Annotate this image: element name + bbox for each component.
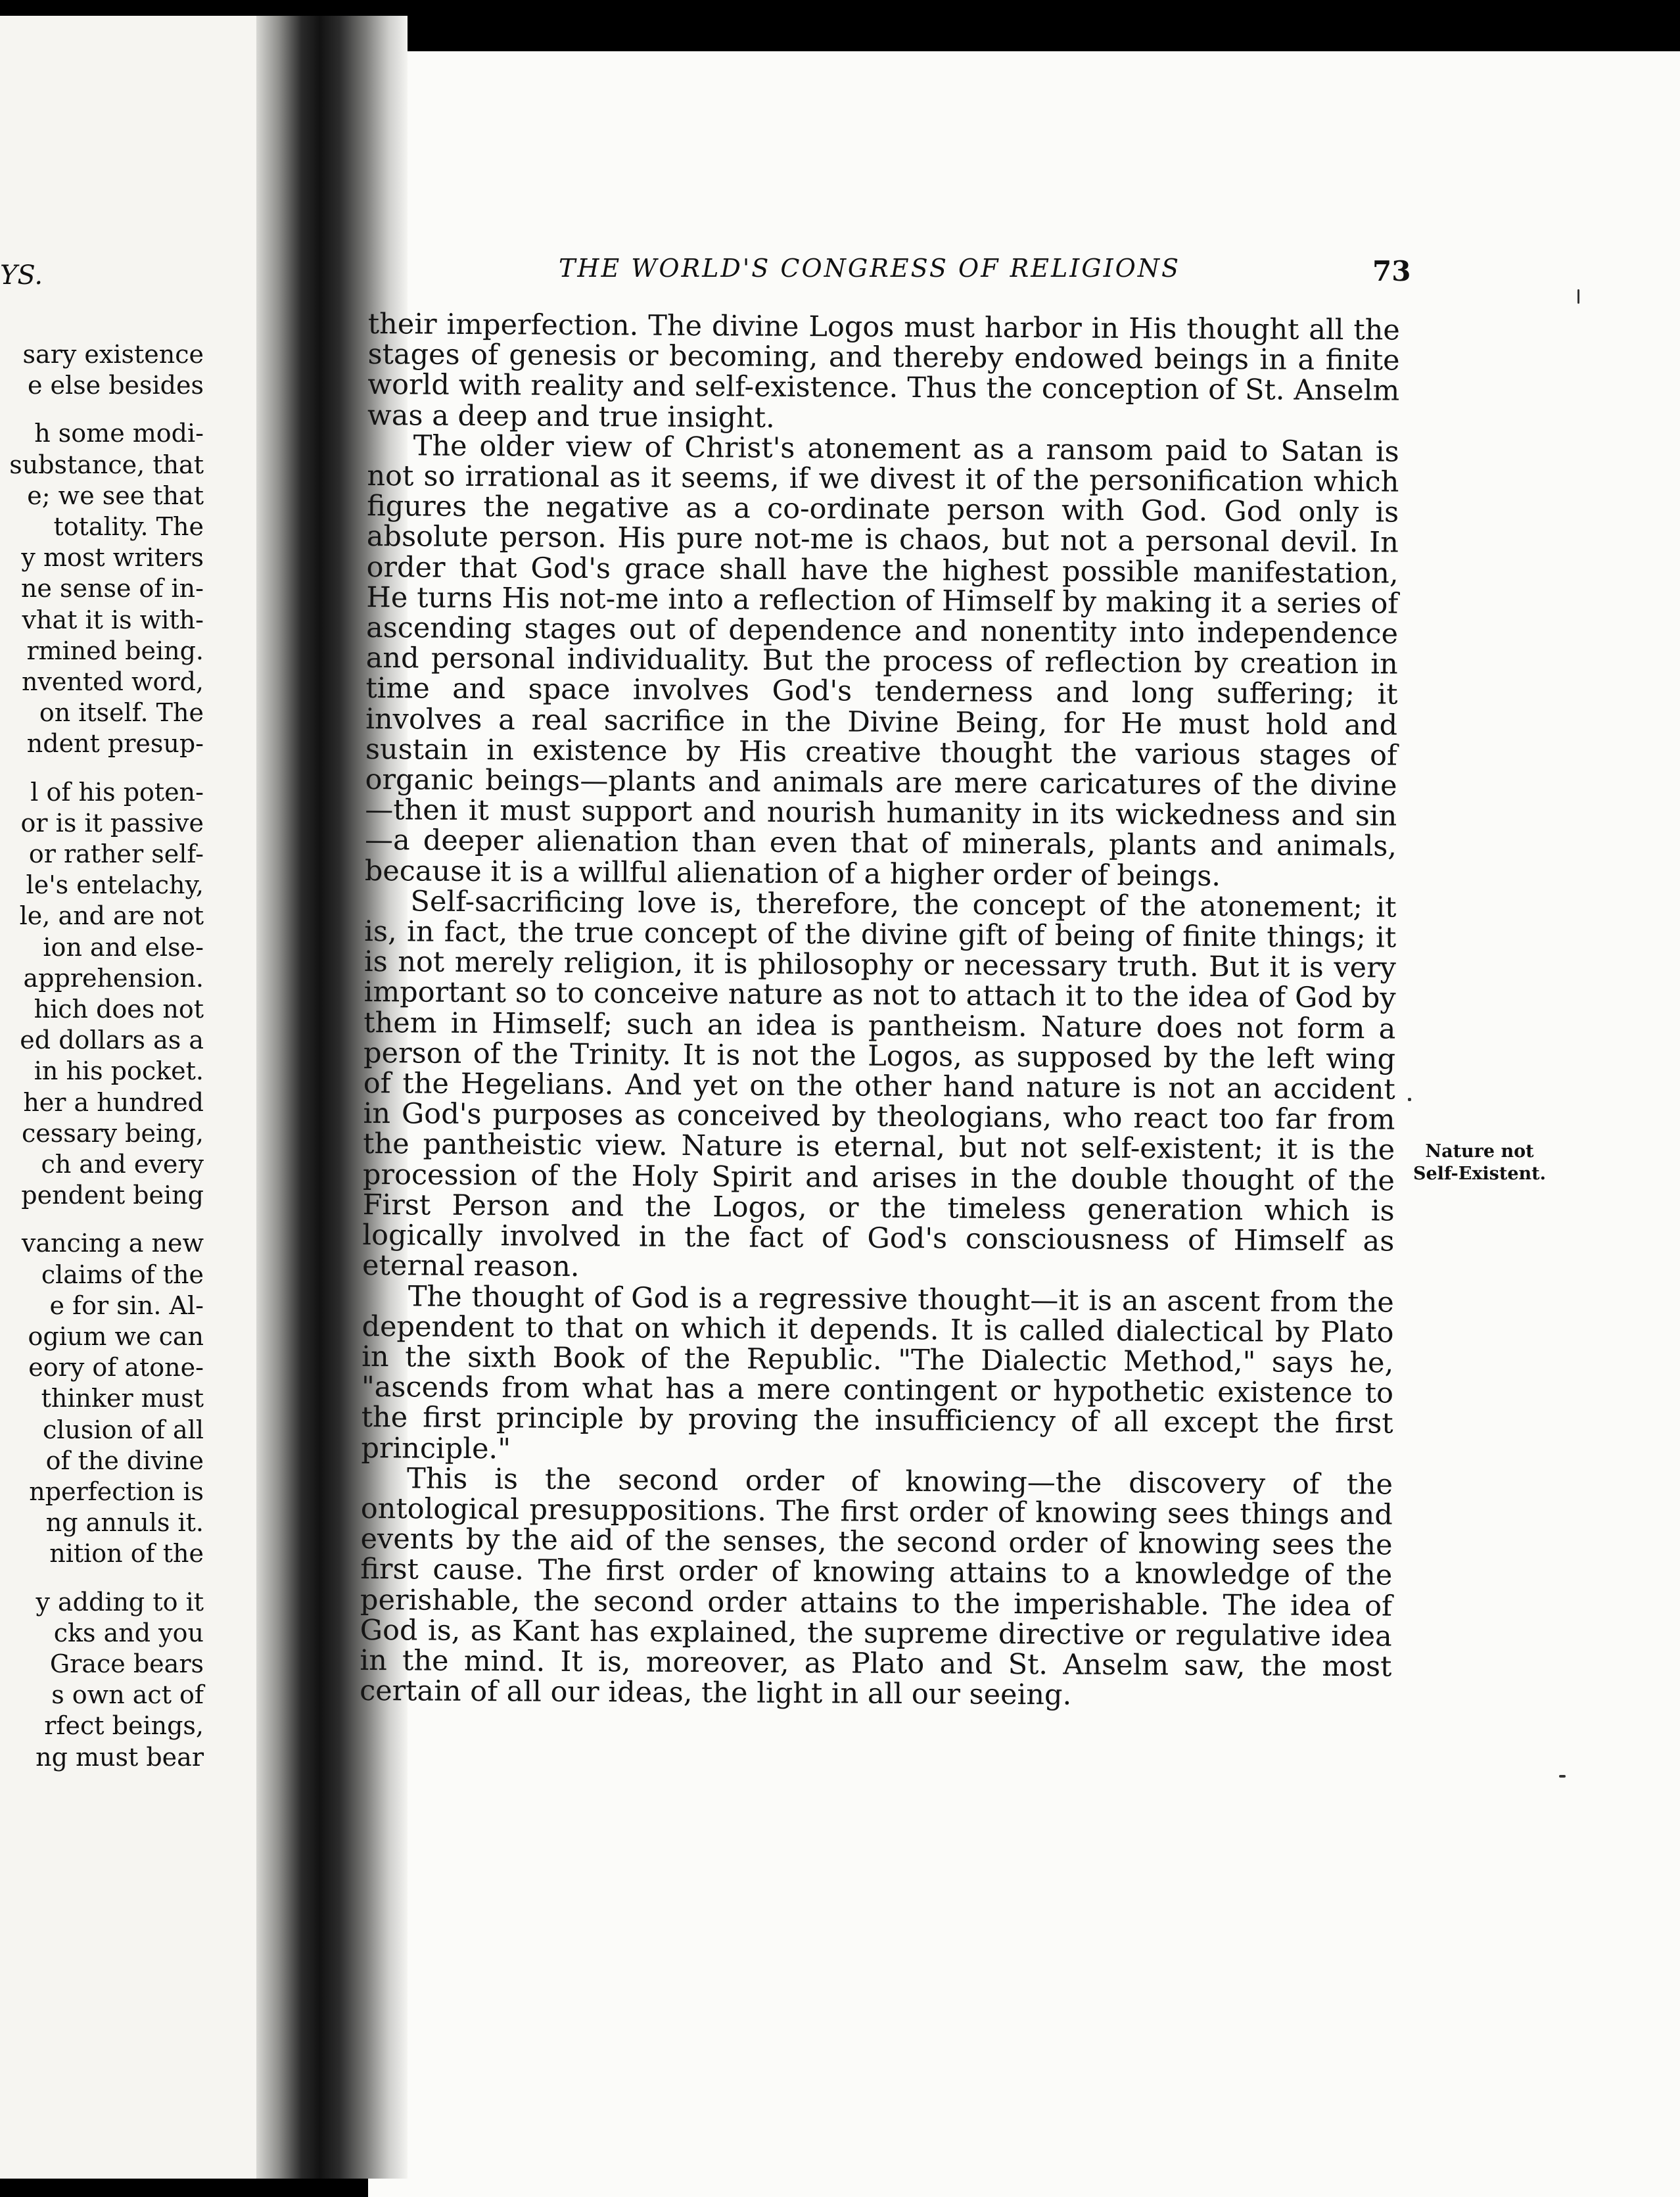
left-page-line: y adding to it — [35, 1587, 204, 1617]
left-page-line: nperfection is — [29, 1477, 204, 1506]
left-page-line: ndent presup- — [26, 729, 204, 759]
left-page-line: in his pocket. — [34, 1056, 204, 1086]
left-page-line: cks and you — [53, 1618, 204, 1647]
left-page-line: Grace bears — [49, 1649, 204, 1678]
paragraph: This is the second order of knowing—the discovery of the ontological presuppositions. The first order of knowing sees things and events by the aid of the senses, the second order of knowing sees the first cause. The first order of knowing attains to a knowledge of the perishable, the second order attains to the imperishable. The idea of God is, as Kant has explained, the supreme directive or regulative idea in the mind. It is, moreover, as Plato and St. Anselm saw, the most certain of all our ideas, the light in all our seeing. — [360, 1462, 1393, 1712]
paragraph: The older view of Christ's atonement as a ransom paid to Satan is not so irrational as it seems, if we divest it of the personification which figures the negative as a co-ordinate person with God. God only is absolute person. His pure not-me is chaos, but not a personal devil. In order that God's grace shall have the highest possible manifestation, He turns His not-me into a reflection of Himself by making it a series of ascending stages out of dependence and nonentity into independence and personal individuality. But the process of reflection by creation in time and space involves God's tenderness and long suffering; it involves a real sacrifice in the Divine Being, for He must hold and sustain in existence by His creative thought the various stages of organic beings—plants and animals are mere caricatures of the divine —then it must support and nourish humanity in its wickedness and sin—a deeper alienation than even that of minerals, plants and animals, because it is a willful alienation of a higher order of beings. — [364, 429, 1399, 893]
left-page-line: apprehension. — [23, 963, 204, 993]
left-page-line: vhat it is with- — [22, 605, 204, 634]
left-page-line: le, and are not — [19, 901, 204, 931]
left-page-line: clusion of all — [43, 1415, 204, 1444]
margin-note — [1397, 1141, 1562, 1185]
left-running-head: YS. — [0, 260, 43, 291]
paragraph: The thought of God is a regressive thought—it is an ascent from the dependent to that on which it depends. It is called dialectical by Plato in the sixth Book of the Republic. "The Dialectic Method," says he, "ascends from what has a mere contingent or hypothetic existence to the first principle by proving the insufficiency of all except the first principle." — [361, 1279, 1394, 1465]
left-page-line: e for sin. Al- — [49, 1290, 204, 1320]
left-page-line: y most writers — [21, 543, 204, 573]
left-page-line: e else besides — [27, 371, 204, 400]
left-page-line: or is it passive — [20, 808, 204, 838]
left-page-line: cessary being, — [22, 1118, 204, 1148]
left-page-line: her a hundred — [23, 1087, 204, 1117]
left-page-line: ne sense of in- — [20, 574, 204, 603]
left-page-line: rmined being. — [26, 636, 204, 665]
left-page-line: hich does not — [34, 995, 204, 1024]
left-page-line: rfect beings, — [44, 1711, 204, 1741]
left-page-line: ng must bear — [35, 1742, 204, 1772]
left-page-line: nition of the — [49, 1539, 204, 1569]
left-page-line: e; we see that — [27, 481, 204, 510]
left-page-line: sary existence — [22, 340, 204, 369]
margin-note-line: Nature not — [1425, 1141, 1534, 1162]
left-page-line: s own act of — [51, 1680, 204, 1710]
left-page-line: pendent being — [21, 1181, 204, 1210]
body-text — [360, 309, 1400, 1713]
left-page — [0, 16, 292, 2179]
paragraph: Self-sacrificing love is, therefore, the concept of the atonement; it is, in fact, the true concept of the divine gift of being of finite things; it is not merely religion, it is philosophy or necessary truth. But it is very important so to conceive nature as not to attach it to the idea of God by them in Himself; such an idea is pantheism. Nature does not form a person of the Trinity. It is not the Logos, as supposed by the left wing of the Hegelians. And yet on the other hand nature is not an accident in God's purposes as conceived by theologians, who react too far from the pantheistic view. Nature is eternal, but not self-existent; it is the procession of the Holy Spirit and arises in the double thought of the First Person and the Logos, or the timeless generation which is logically involved in the fact of God's consciousness of Himself as eternal reason. — [362, 885, 1397, 1284]
left-page-line: ch and every — [41, 1150, 204, 1179]
left-page-line: vancing a new — [21, 1229, 204, 1258]
running-head: THE WORLD'S CONGRESS OF RELIGIONS — [559, 254, 1181, 283]
left-page-line: ng annuls it. — [45, 1508, 204, 1538]
page-number: 73 — [1372, 255, 1411, 287]
left-page-line: nvented word, — [21, 667, 204, 696]
left-page-line: l of his poten- — [30, 777, 204, 807]
left-page-line: on itself. The — [39, 698, 204, 728]
left-page-line: totality. The — [53, 512, 204, 541]
scan-background-top — [368, 0, 1680, 53]
left-page-line: or rather self- — [28, 839, 204, 868]
margin-note-line: Self-Existent. — [1412, 1164, 1547, 1184]
left-page-line: le's entelachy, — [26, 870, 204, 900]
left-page-line: substance, that — [9, 450, 204, 479]
scan-speck — [1577, 289, 1579, 304]
left-page-line: ogium we can — [28, 1322, 204, 1351]
left-page-line: h some modi- — [34, 419, 204, 448]
left-page-line: of the divine — [45, 1446, 204, 1475]
paragraph: their imperfection. The divine Logos must harbor in His thought all the stages of genesis or becoming, and thereby endowed beings in a finite world with reality and self-existence. Thus the conception of St. Anselm was a deep and true insight. — [367, 308, 1400, 435]
left-page-line: ion and else- — [43, 932, 204, 962]
scan-speck — [1559, 1775, 1566, 1778]
left-page-line: eory of atone- — [28, 1353, 204, 1382]
scan-speck — [1408, 1098, 1411, 1101]
left-page-line: ed dollars as a — [20, 1026, 204, 1055]
left-page-line: thinker must — [41, 1384, 204, 1413]
left-page-line: claims of the — [41, 1260, 204, 1289]
